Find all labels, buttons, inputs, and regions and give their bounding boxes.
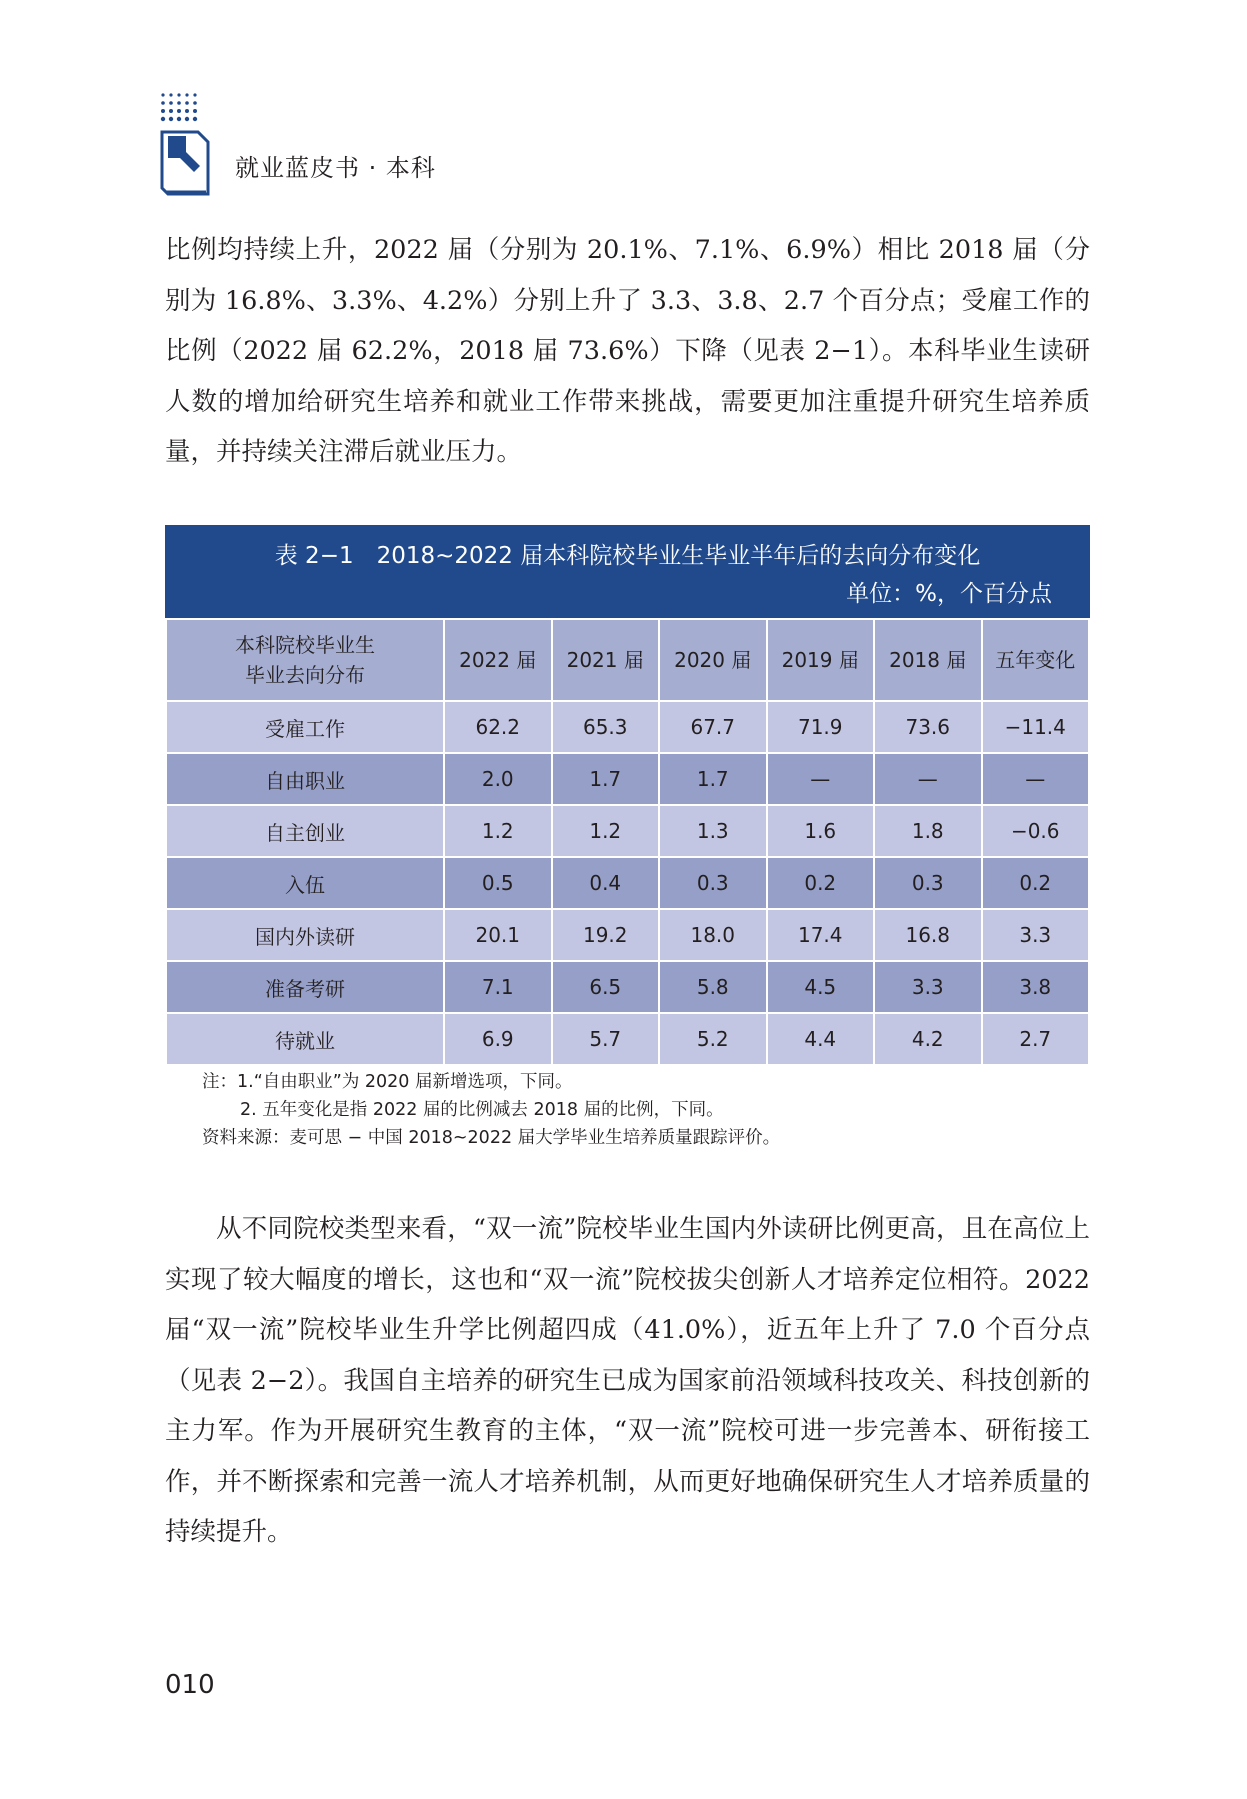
- table-cell: 1.2: [552, 805, 660, 857]
- table-cell: 2.7: [982, 1013, 1090, 1065]
- destination-table: [165, 618, 1090, 1066]
- table-cell: 0.2: [982, 857, 1090, 909]
- column-header: 2021 届: [552, 619, 660, 701]
- note-1: 注：1.“自由职业”为 2020 届新增选项，下同。: [202, 1072, 573, 1092]
- row-header-line2: 毕业去向分布: [245, 663, 365, 687]
- running-head: 就业蓝皮书 · 本科: [235, 154, 436, 182]
- table-cell: 6.9: [444, 1013, 552, 1065]
- table-cell: 0.5: [444, 857, 552, 909]
- table-cell: 0.4: [552, 857, 660, 909]
- table-cell: 1.7: [659, 753, 767, 805]
- body-paragraph-1: [165, 225, 1090, 478]
- table-cell: 1.6: [767, 805, 875, 857]
- table-cell: −11.4: [982, 701, 1090, 753]
- table-cell: —: [874, 753, 982, 805]
- table-cell: 4.5: [767, 961, 875, 1013]
- table-row: [166, 753, 1089, 805]
- table-cell: 65.3: [552, 701, 660, 753]
- table-cell: 1.7: [552, 753, 660, 805]
- column-header: 2022 届: [444, 619, 552, 701]
- page-number: 010: [165, 1670, 215, 1700]
- table-cell: 4.2: [874, 1013, 982, 1065]
- table-cell: 67.7: [659, 701, 767, 753]
- table-cell: 2.0: [444, 753, 552, 805]
- body-paragraph-2: [165, 1204, 1090, 1558]
- table-cell: 1.2: [444, 805, 552, 857]
- table-cell: 20.1: [444, 909, 552, 961]
- column-header: 2018 届: [874, 619, 982, 701]
- note-2: 2. 五年变化是指 2022 届的比例减去 2018 届的比例，下同。: [240, 1100, 724, 1120]
- column-header: 五年变化: [982, 619, 1090, 701]
- row-label: 待就业: [166, 1013, 444, 1065]
- table-row: [166, 1013, 1089, 1065]
- table-cell: 3.8: [982, 961, 1090, 1013]
- table-cell: —: [767, 753, 875, 805]
- table-cell: 19.2: [552, 909, 660, 961]
- table-row: [166, 701, 1089, 753]
- table-cell: 17.4: [767, 909, 875, 961]
- book-logo-icon: [160, 92, 210, 200]
- table-cell: 5.7: [552, 1013, 660, 1065]
- data-source: 资料来源：麦可思 − 中国 2018~2022 届大学毕业生培养质量跟踪评价。: [202, 1128, 781, 1148]
- row-label: 入伍: [166, 857, 444, 909]
- row-label: 准备考研: [166, 961, 444, 1013]
- table-cell: −0.6: [982, 805, 1090, 857]
- row-label: 国内外读研: [166, 909, 444, 961]
- table-row: [166, 909, 1089, 961]
- table-cell: 0.3: [874, 857, 982, 909]
- row-label: 受雇工作: [166, 701, 444, 753]
- table-cell: 0.2: [767, 857, 875, 909]
- table-row: [166, 805, 1089, 857]
- column-header: 2019 届: [767, 619, 875, 701]
- data-table: [165, 525, 1090, 1066]
- row-label: 自由职业: [166, 753, 444, 805]
- paragraph-text: 比例均持续上升，2022 届（分别为 20.1%、7.1%、6.9%）相比 2018 届（分别为 16.8%、3.3%、4.2%）分别上升了 3.3、3.8、2.7 个百分点；受雇工作的比例（2022 届 62.2%，2018 届 73.6%）下降（见表 2−1）。本科毕业生读研人数的增加给研究生培养和就业工作带来挑战，需要更加注重提升研究生培养质量，并持续关注滞后就业压力。: [165, 235, 1090, 467]
- table-cell: 5.8: [659, 961, 767, 1013]
- row-header-line1: 本科院校毕业生: [235, 633, 375, 657]
- table-cell: 7.1: [444, 961, 552, 1013]
- table-title: 表 2−1 2018~2022 届本科院校毕业生毕业半年后的去向分布变化: [274, 543, 981, 569]
- column-header: 2020 届: [659, 619, 767, 701]
- table-notes: [202, 1068, 724, 1124]
- row-label: 自主创业: [166, 805, 444, 857]
- table-cell: 16.8: [874, 909, 982, 961]
- row-header-label: [166, 619, 444, 701]
- table-row: [166, 857, 1089, 909]
- table-cell: 71.9: [767, 701, 875, 753]
- table-cell: 62.2: [444, 701, 552, 753]
- table-cell: 0.3: [659, 857, 767, 909]
- table-cell: 1.8: [874, 805, 982, 857]
- table-unit: 单位：%，个百分点: [846, 581, 1052, 607]
- table-header-row: [166, 619, 1089, 701]
- table-cell: 3.3: [874, 961, 982, 1013]
- paragraph-text: 从不同院校类型来看，“双一流”院校毕业生国内外读研比例更高，且在高位上实现了较大幅度的增长，这也和“双一流”院校拔尖创新人才培养定位相符。2022 届“双一流”院校毕业生升学比例超四成（41.0%），近五年上升了 7.0 个百分点（见表 2−2）。我国自主培养的研究生已成为国家前沿领域科技攻关、科技创新的主力军。作为开展研究生教育的主体，“双一流”院校可进一步完善本、研衔接工作，并不断探索和完善一流人才培养机制，从而更好地确保研究生人才培养质量的持续提升。: [165, 1214, 1090, 1547]
- table-header-band: [165, 525, 1090, 618]
- table-cell: 1.3: [659, 805, 767, 857]
- table-cell: 18.0: [659, 909, 767, 961]
- table-cell: 3.3: [982, 909, 1090, 961]
- table-row: [166, 961, 1089, 1013]
- table-cell: 73.6: [874, 701, 982, 753]
- table-cell: —: [982, 753, 1090, 805]
- table-cell: 6.5: [552, 961, 660, 1013]
- table-cell: 5.2: [659, 1013, 767, 1065]
- table-cell: 4.4: [767, 1013, 875, 1065]
